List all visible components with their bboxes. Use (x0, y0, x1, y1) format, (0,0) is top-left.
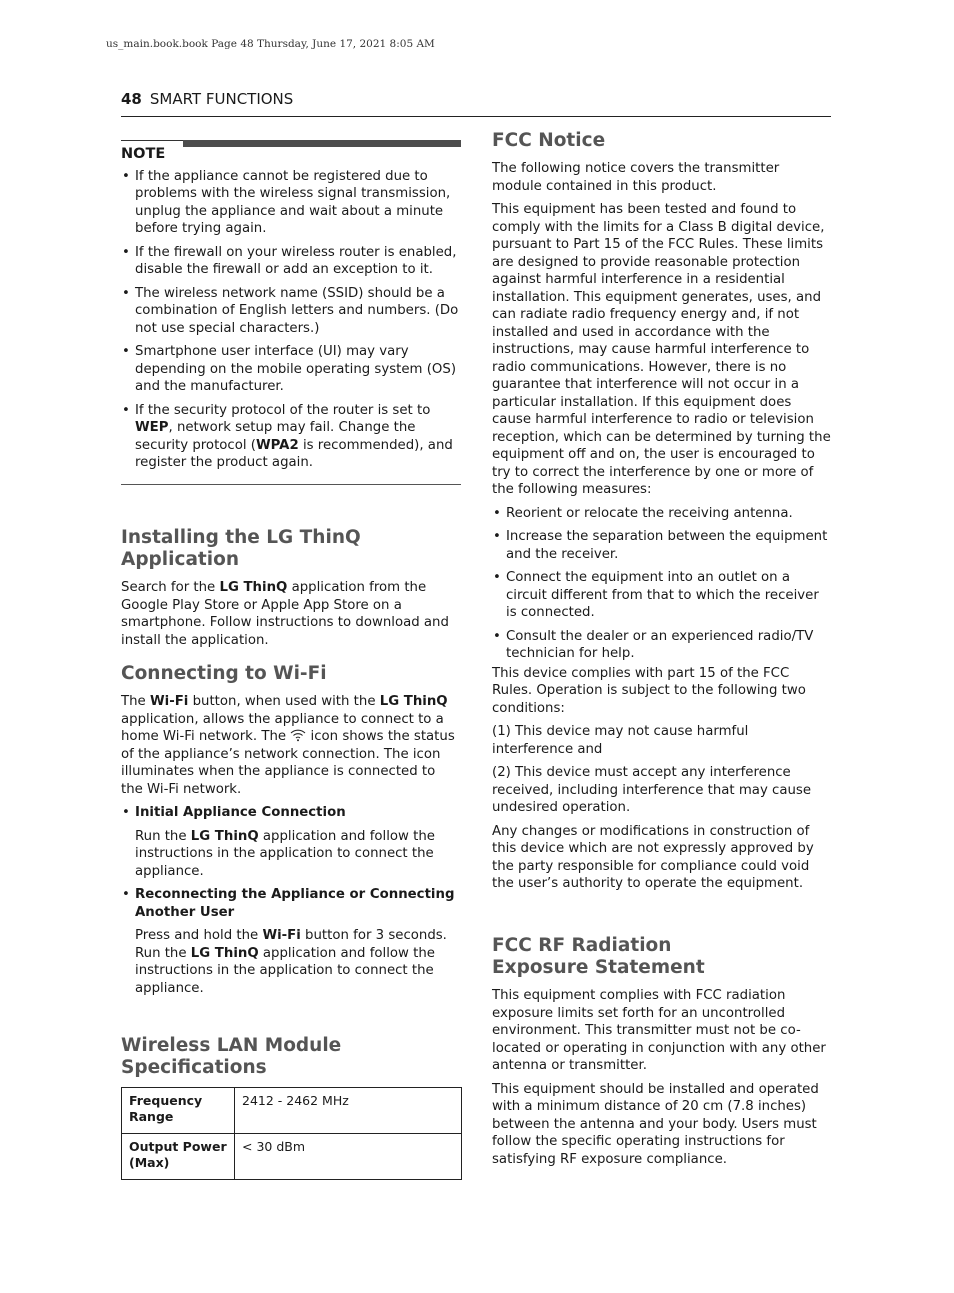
note-item: • The wireless network name (SSID) should be a combination of English letters and numbers. (Do not use special characters.) (121, 285, 461, 338)
text: LG ThinQ (219, 580, 288, 595)
page-number: 48 (121, 90, 142, 108)
table-row (122, 1088, 462, 1134)
wlan-heading: Wireless LAN Module Specifications (121, 1035, 342, 1078)
fcc-heading: FCC Notice (492, 130, 606, 151)
note-item (121, 402, 461, 472)
wlan-spec-table (121, 1087, 462, 1180)
text: Run the (135, 828, 191, 844)
fcc-measure: • Consult the dealer or an experienced radio/TV technician for help. (492, 628, 832, 663)
wifi-intro (121, 693, 461, 798)
wifi-item (121, 886, 461, 921)
text: LG ThinQ (190, 828, 259, 844)
text: Search for the (121, 580, 220, 595)
wifi-section (121, 663, 461, 1003)
text: , network setup may fail. Change the security protocol ( (135, 420, 416, 453)
header-rule (121, 116, 831, 117)
text: Wi-Fi (149, 694, 189, 709)
text: LG ThinQ (190, 945, 259, 961)
text: LG ThinQ (379, 694, 448, 709)
rf-heading: FCC RF Radiation Exposure Statement (492, 935, 705, 978)
item-title: Initial Appliance Connection (135, 805, 346, 820)
text: button, when used with the (188, 694, 380, 709)
spec-label: Frequency Range (122, 1088, 235, 1134)
note-item: • If the firewall on your wireless router is enabled, disable the firewall or add an exception to it. (121, 244, 461, 279)
fcc-text: Any changes or modifications in construction of this device which are not expressly approved by the party responsible for compliance could void the user’s authority to operate the equipment. (492, 823, 814, 891)
install-heading: Installing the LG ThinQ Application (121, 527, 361, 570)
wlan-section (121, 1035, 466, 1180)
wifi-icon (290, 728, 306, 742)
section-title: SMART FUNCTIONS (149, 90, 294, 108)
fcc-measure: • Reorient or relocate the receiving antenna. (492, 505, 832, 523)
note-bottom-line (121, 484, 461, 485)
item-title: Reconnecting the Appliance or Connecting Another User (135, 887, 455, 920)
spec-value: 2412 - 2462 MHz (235, 1088, 462, 1134)
wifi-item-text (121, 927, 461, 997)
wifi-item-text (121, 828, 461, 881)
fcc-text: The following notice covers the transmitter module contained in this product. (492, 161, 780, 194)
fcc-measure: • Increase the separation between the equipment and the receiver. (492, 528, 832, 563)
note-box (121, 146, 461, 478)
install-section (121, 527, 461, 655)
text: WEP (135, 420, 169, 435)
fcc-text: (2) This device must accept any interference received, including interference that may cause undesired operation. (492, 765, 812, 815)
rf-text: This equipment complies with FCC radiation exposure limits set forth for an uncontrolled environment. This transmitter must not be co-located or operating in conjunction with any other antenna or transmitter. (492, 988, 826, 1073)
text: Press and hold the (135, 928, 263, 943)
fcc-text: (1) This device may not cause harmful interference and (492, 724, 749, 757)
spec-label: Output Power (Max) (122, 1134, 235, 1180)
text: WPA2 (255, 437, 299, 453)
spec-value: < 30 dBm (235, 1134, 462, 1180)
text: If the security protocol of the router is set to (135, 402, 431, 418)
text: application and follow the instructions in the application to connect the appliance. (135, 945, 435, 996)
table-row (122, 1134, 462, 1180)
wifi-heading: Connecting to Wi-Fi (121, 663, 327, 684)
wifi-item (121, 804, 461, 822)
text: application from the Google Play Store or Apple App Store on a smartphone. Follow instructions to download and install the application. (121, 580, 449, 648)
text: Wi-Fi (262, 928, 301, 943)
rf-text: This equipment should be installed and operated with a minimum distance of 20 cm (7.8 inches) between the antenna and your body. Users must follow the specific operating instructions for satisfying RF exposure compliance. (492, 1081, 819, 1167)
page-header (121, 90, 293, 108)
fcc-section (492, 130, 832, 899)
install-text (121, 579, 461, 649)
fcc-measure: • Connect the equipment into an outlet on a circuit different from that to which the receiver is connected. (492, 569, 832, 622)
note-item: • If the appliance cannot be registered due to problems with the wireless signal transmission, unplug the appliance and wait about a minute before trying again. (121, 168, 461, 238)
note-top-line (121, 140, 183, 141)
text: button for 3 seconds. Run the (135, 928, 447, 961)
note-title: NOTE (121, 146, 166, 162)
text: The (121, 694, 150, 709)
fcc-text: This equipment has been tested and found to comply with the limits for a Class B digital device, pursuant to Part 15 of the FCC Rules. These limits are designed to provide reasonable protection against harmful interference in a residential installation. This equipment generates, uses, and can radiate radio frequency energy and, if not installed and used in accordance with the instructions, may cause harmful interference to radio communications. However, there is no guarantee that interference will not occur in a particular installation. If this equipment does cause harmful interference to radio or television reception, which can be determined by turning the equipment off and on, the user is encouraged to try to correct the interference by one or more of the following measures: (492, 202, 831, 497)
text: is recommended), and register the product again. (135, 437, 453, 470)
rf-section (492, 935, 832, 1174)
text: application and follow the instructions in the application to connect the appliance. (135, 828, 435, 879)
text: application, allows the appliance to connect to a home Wi-Fi network. The (121, 711, 444, 744)
running-header: us_main.book.book Page 48 Thursday, June 17, 2021 8:05 AM (106, 38, 435, 50)
text: icon shows the status of the appliance’s network connection. The icon illuminates when the appliance is connected to the Wi-Fi network. (121, 729, 455, 797)
note-item: • Smartphone user interface (UI) may vary depending on the mobile operating system (OS) and the manufacturer. (121, 343, 461, 396)
fcc-text: This device complies with part 15 of the FCC Rules. Operation is subject to the following two conditions: (492, 665, 806, 716)
